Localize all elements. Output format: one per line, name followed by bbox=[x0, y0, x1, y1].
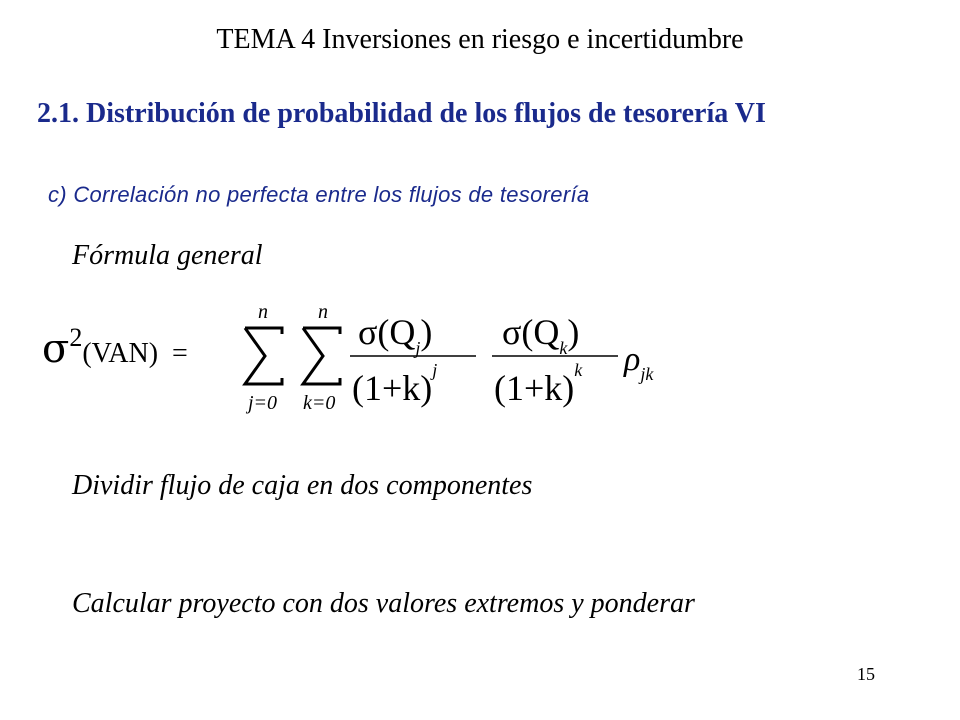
den2-sup: k bbox=[574, 360, 583, 380]
den1-sup: j bbox=[432, 360, 438, 380]
svg-text:(1+k)k bbox=[494, 360, 583, 408]
van-label: (VAN) bbox=[82, 338, 159, 369]
svg-text:(1+k)j bbox=[352, 360, 437, 408]
sigma-exponent: 2 bbox=[69, 322, 83, 352]
sum1-upper: n bbox=[258, 301, 268, 323]
svg-text:σ(Qj): $\sigma(Q_j)$ bbox=[358, 312, 433, 358]
sum2-upper: n bbox=[318, 301, 328, 323]
den1-text: (1+k) bbox=[352, 368, 433, 408]
svg-text:ρjk bbox=[623, 341, 654, 384]
slide-title: TEMA 4 Inversiones en riesgo e incertidumbre bbox=[216, 24, 744, 55]
formula-lhs bbox=[42, 322, 188, 372]
sum1-lower: j=0 bbox=[248, 392, 278, 414]
sum2-lower: k=0 bbox=[303, 392, 336, 414]
subsection-heading: c) Correlación no perfecta entre los flujos de tesorería bbox=[48, 182, 590, 207]
num2-sub: k bbox=[559, 338, 568, 358]
den2-text: (1+k) bbox=[494, 368, 575, 408]
num1-sub: j bbox=[415, 338, 421, 358]
num1-text: σ(Q bbox=[358, 312, 416, 352]
page-number: 15 bbox=[857, 664, 875, 684]
section-heading: 2.1. Distribución de probabilidad de los flujos de tesorería VI bbox=[37, 98, 766, 129]
rho-symbol: ρ bbox=[624, 341, 641, 378]
variance-formula bbox=[240, 298, 700, 428]
sum2-symbol bbox=[303, 328, 340, 384]
rho-sub: jk bbox=[640, 364, 654, 384]
formula-label: Fórmula general bbox=[72, 240, 263, 271]
sigma-symbol: σ bbox=[42, 326, 70, 372]
split-cashflow-text: Dividir flujo de caja en dos componentes bbox=[72, 470, 533, 501]
sum1-symbol bbox=[245, 328, 282, 384]
svg-text:σ(Qk): $\sigma(Q_k)$ bbox=[502, 312, 580, 358]
equals-sign: = bbox=[172, 338, 188, 369]
calculate-project-text: Calcular proyecto con dos valores extremos y ponderar bbox=[72, 588, 695, 619]
num2-text: σ(Q bbox=[502, 312, 560, 352]
